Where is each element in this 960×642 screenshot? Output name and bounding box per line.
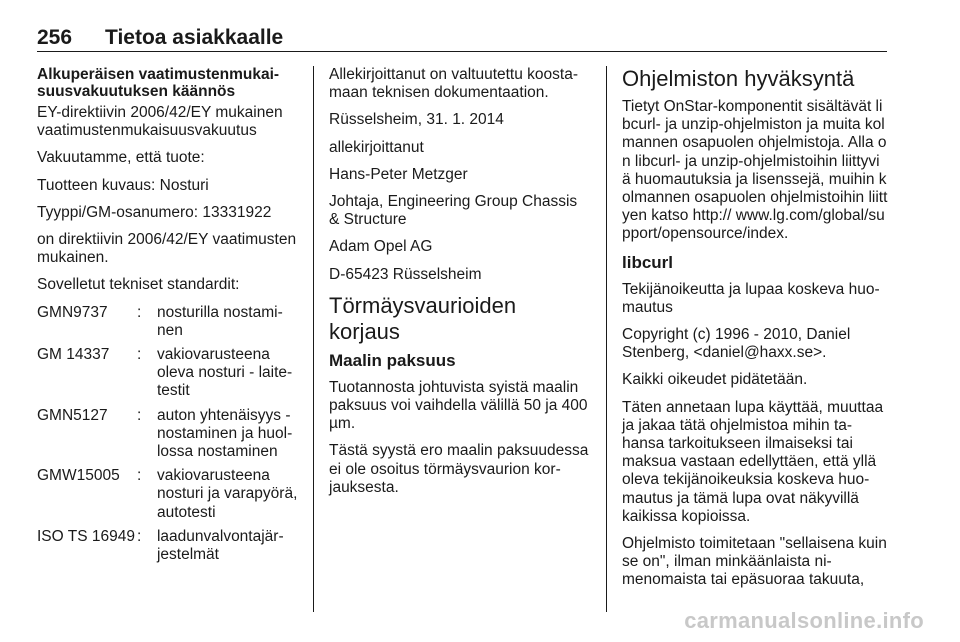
standard-description: auton yhtenäisyys - nostaminen ja huollossa nostaminen <box>156 406 293 461</box>
separator: : <box>136 346 142 364</box>
column-right <box>622 66 888 599</box>
table-row <box>37 304 299 346</box>
table-row <box>37 346 299 407</box>
page-number: 256 <box>37 26 73 49</box>
separator: : <box>136 303 142 321</box>
paragraph: D-65423 Rüsselsheim <box>329 265 482 283</box>
standard-code: GMW15005 <box>37 467 120 485</box>
column-left <box>37 66 299 570</box>
paragraph: Rüsselsheim, 31. 1. 2014 <box>329 111 504 129</box>
declaration-heading: Alkuperäisen vaatimustenmukaisuusvakuutuksen käännös <box>37 66 280 100</box>
paragraph: Ohjelmisto toimitetaan "sellaisena kuin se on", ilman minkäänlaista nimenomaista tai epäsuoraa takuuta, <box>622 535 887 589</box>
paragraph: Johtaja, Engineering Group Chassis & Structure <box>329 193 578 229</box>
page-title: Tietoa asiakkaalle <box>105 26 284 49</box>
paragraph: Copyright (c) 1996 - 2010, Daniel Stenberg, <daniel@haxx.se>. <box>622 326 851 362</box>
paragraph: Tekijänoikeutta ja lupaa koskeva huomautus <box>622 280 880 316</box>
column-divider <box>606 66 607 612</box>
paragraph: Vakuutamme, että tuote: <box>37 149 205 167</box>
paragraph: Sovelletut tekniset standardit: <box>37 276 240 294</box>
separator: : <box>136 527 142 545</box>
paragraph: Kaikki oikeudet pidätetään. <box>622 371 808 389</box>
page-header <box>37 26 885 50</box>
standard-description: vakiovarusteena nosturi ja varapyörä, autotesti <box>156 467 298 521</box>
paragraph: allekirjoittanut <box>329 138 424 156</box>
standard-code: GM 14337 <box>37 346 110 364</box>
paragraph: Allekirjoittanut on valtuutettu koostamaan teknisen dokumentaation. <box>329 66 579 102</box>
paragraph: Tuotteen kuvaus: Nosturi <box>37 176 209 194</box>
table-row <box>37 528 299 570</box>
column-divider <box>313 66 314 612</box>
standard-description: laadunvalvontajärjestelmät <box>156 527 284 564</box>
paragraph: Adam Opel AG <box>329 238 433 256</box>
watermark: carmanualsonline.info <box>684 608 924 633</box>
standard-code: GMN9737 <box>37 303 108 321</box>
section-title: Törmäysvaurioiden korjaus <box>329 292 517 344</box>
subsection-title: libcurl <box>622 252 674 272</box>
paragraph: Tuotannosta johtuvista syistä maalin paksuus voi vaihdella välillä 50 ja 400 µm. <box>329 378 588 433</box>
table-row <box>37 467 299 528</box>
paragraph: Hans-Peter Metzger <box>329 165 468 183</box>
subsection-title: Maalin paksuus <box>329 350 456 370</box>
paragraph: Tästä syystä ero maalin paksuudessa ei ole osoitus törmäysvaurion korjauksesta. <box>329 442 589 496</box>
paragraph: Täten annetaan lupa käyttää, muuttaa ja jakaa tätä ohjelmistoa mihin tahansa tarkoitukseen ilmaiseksi tai maksua vastaan edellyttäen, että yllä oleva tekijänoikeuksia koskeva huomautus ja tämä lupa ovat näkyvillä kaikissa kopioissa. <box>622 398 884 525</box>
standard-code: ISO TS 16949 <box>37 527 135 545</box>
separator: : <box>136 467 142 485</box>
header-divider <box>37 51 887 52</box>
standard-description: vakiovarusteena oleva nosturi - laitetestit <box>156 346 293 400</box>
standard-code: GMN5127 <box>37 406 108 424</box>
standard-description: nosturilla nostaminen <box>156 303 283 339</box>
standards-table <box>37 304 299 571</box>
separator: : <box>136 406 142 424</box>
section-title: Ohjelmiston hyväksyntä <box>622 66 855 91</box>
paragraph: EY-direktiivin 2006/42/EY mukainen vaatimustenmukaisuusvakuutus <box>37 104 283 140</box>
paragraph: Tyyppi/GM-osanumero: 13331922 <box>37 203 272 221</box>
paragraph: on direktiivin 2006/42/EY vaatimusten mukainen. <box>37 231 297 267</box>
table-row <box>37 407 299 468</box>
column-middle <box>329 66 591 506</box>
paragraph: Tietyt OnStar-komponentit sisältävät libcurl- ja unzip-ohjelmiston ja muita kolmannen osapuolen ohjelmistoja. Alla on libcurl- ja unzip-ohjelmistoihin liittyviä huomautuksia ja lisenssejä, muihin kolmannen osapuolen ohjelmistoihin liittyen katso http:// www.lg.com/global/support/opensource/index. <box>622 98 888 243</box>
